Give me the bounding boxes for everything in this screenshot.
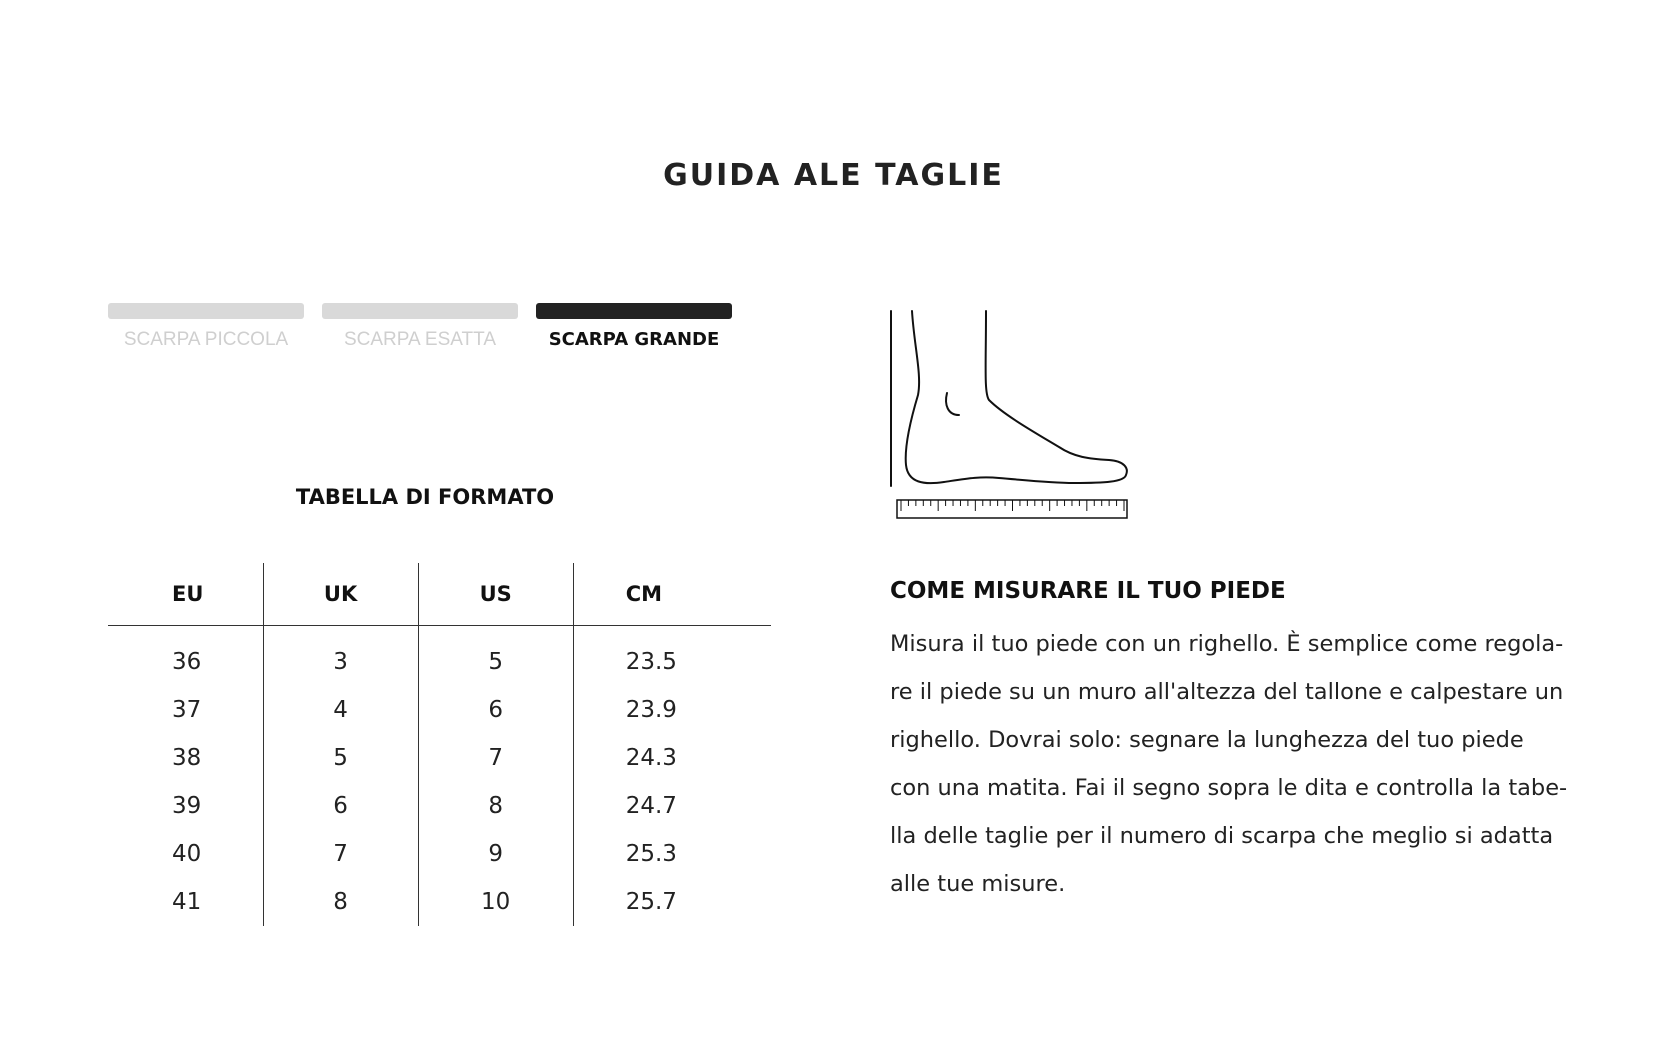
cell-uk: 7 <box>263 830 418 878</box>
fit-label: SCARPA PICCOLA <box>123 329 289 350</box>
table-row <box>108 878 771 926</box>
measure-guide-heading: COME MISURARE IL TUO PIEDE <box>890 578 1286 604</box>
fit-option-small[interactable] <box>108 303 304 363</box>
cell-cm: 25.3 <box>625 841 677 867</box>
cell-eu: 41 <box>108 878 263 926</box>
size-table-title: TABELLA DI FORMATO <box>295 485 555 509</box>
column-header-uk: UK <box>263 563 418 626</box>
cell-us: 7 <box>418 734 573 782</box>
table-row <box>108 734 771 782</box>
cell-eu: 38 <box>108 734 263 782</box>
cell-us: 9 <box>418 830 573 878</box>
fit-bar <box>322 303 518 319</box>
table-header-row <box>108 563 771 626</box>
cell-us: 6 <box>418 686 573 734</box>
cell-uk: 8 <box>263 878 418 926</box>
column-header-cm: CM <box>573 563 771 626</box>
cell-cm: 24.3 <box>625 745 677 771</box>
fit-bar <box>536 303 732 319</box>
size-table <box>108 563 771 926</box>
cell-cm: 23.9 <box>625 697 677 723</box>
measure-guide-line: re il piede su un muro all'altezza del tallone e calpestare un <box>890 679 1564 705</box>
cell-cm: 24.7 <box>625 793 677 819</box>
cell-us: 10 <box>418 878 573 926</box>
cell-uk: 3 <box>263 626 418 687</box>
cell-uk: 6 <box>263 782 418 830</box>
measure-guide-line: alle tue misure. <box>890 871 1066 897</box>
page-title: GUIDA ALE TAGLIE <box>663 158 1004 194</box>
cell-eu: 40 <box>108 830 263 878</box>
table-row <box>108 782 771 830</box>
foot-with-ruler-icon <box>884 305 1134 525</box>
measure-guide-line: lla delle taglie per il numero di scarpa che meglio si adatta <box>890 823 1554 849</box>
measure-guide-line: Misura il tuo piede con un righello. È semplice come regola- <box>890 631 1564 657</box>
cell-uk: 4 <box>263 686 418 734</box>
cell-eu: 36 <box>108 626 263 687</box>
table-row <box>108 686 771 734</box>
fit-label: SCARPA ESATTA <box>343 329 497 350</box>
cell-cm: 23.5 <box>625 649 677 675</box>
measure-guide-text <box>890 620 1590 908</box>
fit-option-exact[interactable] <box>322 303 518 363</box>
column-header-eu: EU <box>108 563 263 626</box>
cell-cm: 25.7 <box>625 889 677 915</box>
column-header-us: US <box>418 563 573 626</box>
fit-bar <box>108 303 304 319</box>
measure-guide-line: righello. Dovrai solo: segnare la lunghezza del tuo piede <box>890 727 1524 753</box>
table-row <box>108 626 771 687</box>
cell-eu: 37 <box>108 686 263 734</box>
measure-guide-line: con una matita. Fai il segno sopra le dita e controlla la tabe- <box>890 775 1568 801</box>
fit-label: SCARPA GRANDE <box>548 329 720 350</box>
fit-selector <box>108 303 732 363</box>
table-row <box>108 830 771 878</box>
cell-us: 5 <box>418 626 573 687</box>
cell-us: 8 <box>418 782 573 830</box>
cell-uk: 5 <box>263 734 418 782</box>
cell-eu: 39 <box>108 782 263 830</box>
fit-option-large[interactable] <box>536 303 732 363</box>
